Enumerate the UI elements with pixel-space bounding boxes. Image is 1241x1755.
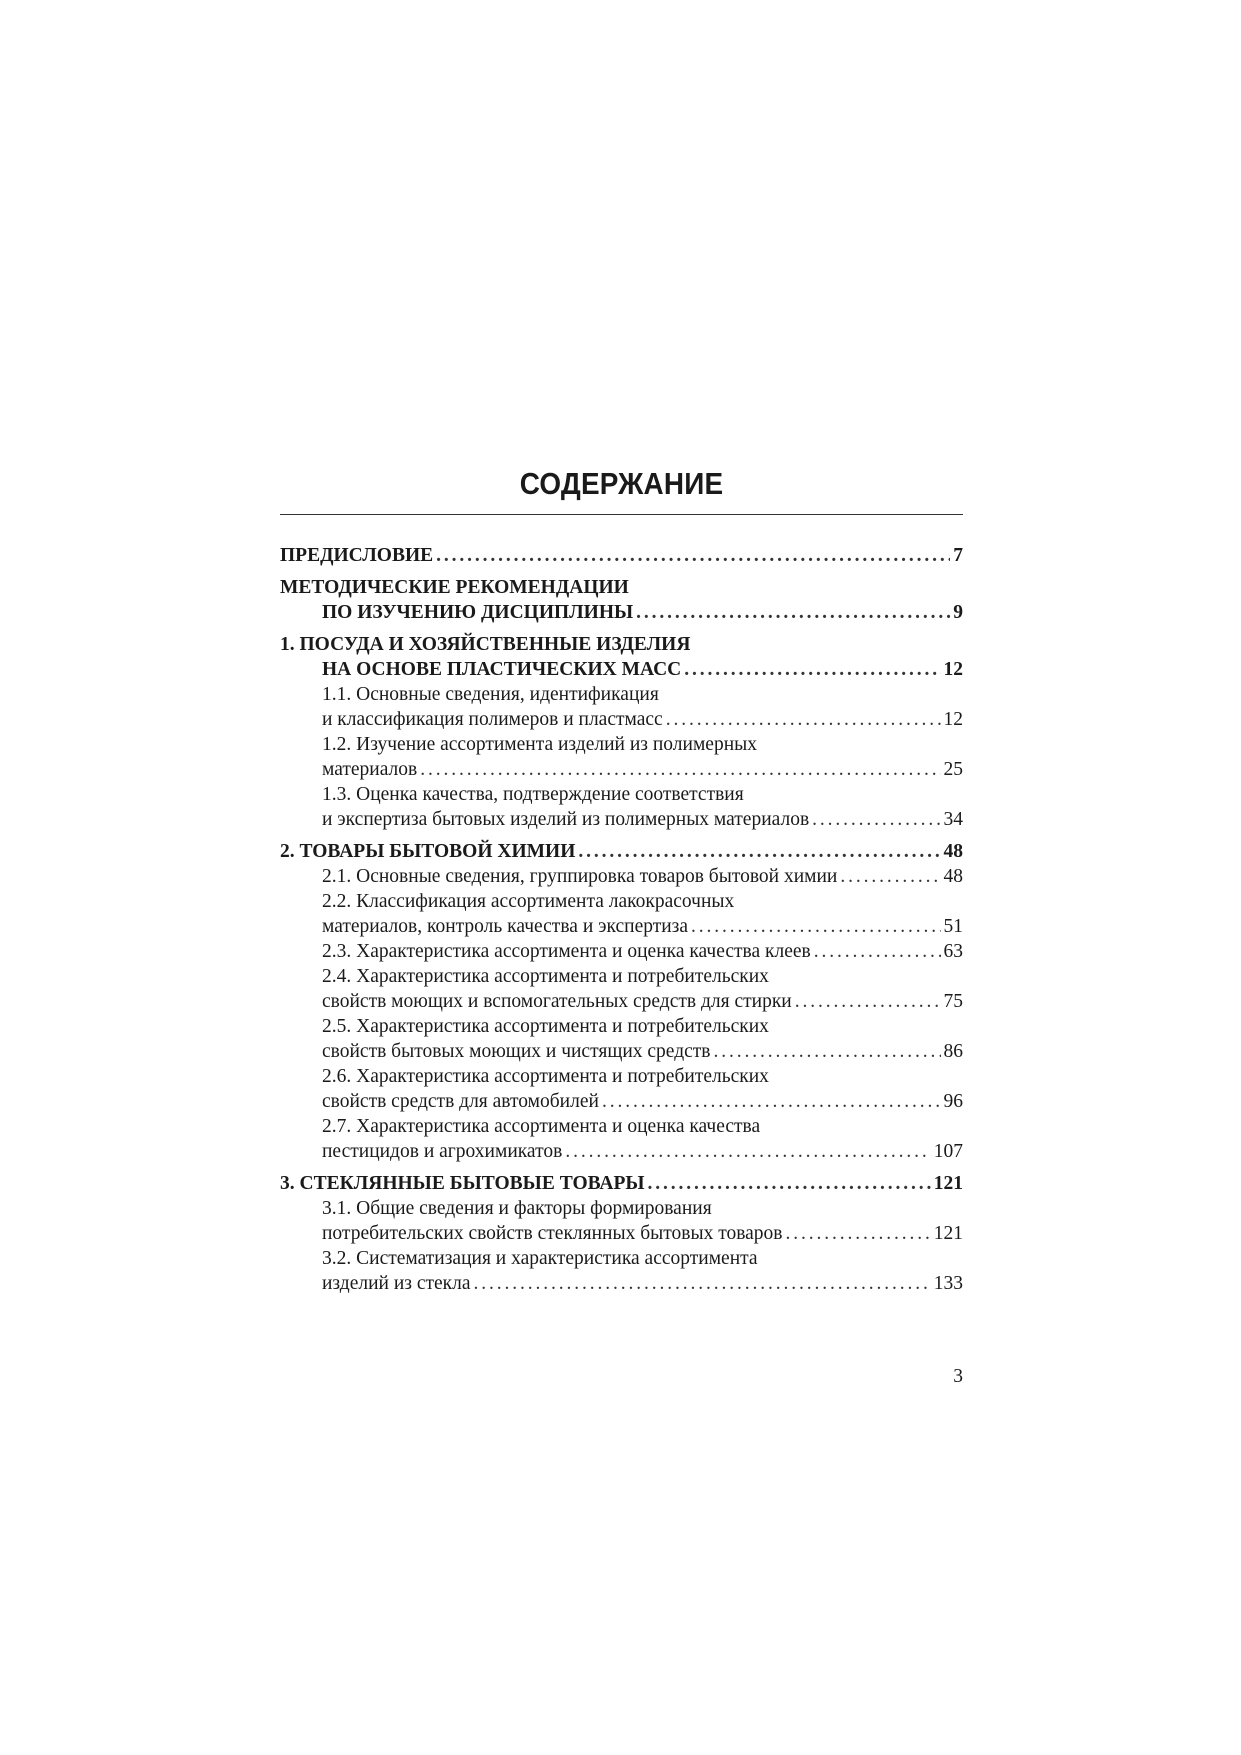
toc-entry-title: материалов, контроль качества и экспертиза bbox=[322, 916, 689, 937]
toc-line bbox=[280, 889, 963, 914]
toc-entry-title: свойств средств для автомобилей bbox=[322, 1091, 599, 1112]
toc-page-number: 48 bbox=[943, 841, 963, 862]
toc-entry-title: и экспертиза бытовых изделий из полимерных материалов bbox=[322, 809, 810, 830]
dot-leader bbox=[812, 807, 940, 832]
toc-line bbox=[280, 682, 963, 707]
dot-leader bbox=[795, 989, 941, 1014]
dot-leader bbox=[691, 914, 940, 939]
toc-page-number: 63 bbox=[943, 941, 963, 962]
dot-leader bbox=[684, 657, 940, 682]
dot-leader bbox=[578, 839, 940, 864]
toc-section bbox=[280, 543, 963, 568]
toc-entry-title: 2.6. Характеристика ассортимента и потребительских bbox=[322, 1066, 769, 1087]
toc-entry-title: пестицидов и агрохимикатов bbox=[322, 1141, 563, 1162]
toc-line bbox=[280, 1114, 963, 1139]
toc-entry-title: 2.4. Характеристика ассортимента и потребительских bbox=[322, 966, 769, 987]
toc-section bbox=[280, 632, 963, 832]
dot-leader bbox=[714, 1039, 941, 1064]
toc-subentry[interactable] bbox=[280, 782, 963, 832]
toc-entry-title: свойств моющих и вспомогательных средств для стирки bbox=[322, 991, 792, 1012]
title-divider bbox=[280, 514, 963, 515]
toc-entry[interactable] bbox=[280, 575, 963, 625]
toc-subentry[interactable] bbox=[280, 1246, 963, 1296]
toc-entry-title: 1.3. Оценка качества, подтверждение соответствия bbox=[322, 784, 744, 805]
toc-page-number: 133 bbox=[933, 1273, 963, 1294]
toc-subentry[interactable] bbox=[280, 964, 963, 1014]
toc-line bbox=[280, 1039, 963, 1064]
toc-entry[interactable] bbox=[280, 543, 963, 568]
toc-entry-title: ПРЕДИСЛОВИЕ bbox=[280, 545, 434, 566]
dot-leader bbox=[666, 707, 941, 732]
page-number: 3 bbox=[953, 1366, 963, 1387]
toc-line bbox=[280, 757, 963, 782]
toc-subentry[interactable] bbox=[280, 889, 963, 939]
toc-page-number: 121 bbox=[933, 1173, 963, 1194]
toc-page-number: 34 bbox=[943, 809, 963, 830]
toc-line bbox=[280, 632, 963, 657]
toc-entry-title: 2.3. Характеристика ассортимента и оценка качества клеев bbox=[322, 941, 811, 962]
toc-entry-title: 2.1. Основные сведения, группировка товаров бытовой химии bbox=[322, 866, 838, 887]
toc-page-number: 7 bbox=[953, 545, 963, 566]
dot-leader bbox=[436, 543, 950, 568]
toc-subentry[interactable] bbox=[280, 1064, 963, 1114]
toc-entry-title: изделий из стекла bbox=[322, 1273, 471, 1294]
toc-entry-title: 2.2. Классификация ассортимента лакокрасочных bbox=[322, 891, 735, 912]
dot-leader bbox=[636, 600, 950, 625]
toc-subentry[interactable] bbox=[280, 939, 963, 964]
toc-entry-title: ПО ИЗУЧЕНИЮ ДИСЦИПЛИНЫ bbox=[322, 602, 634, 623]
toc-entry-title: 1.1. Основные сведения, идентификация bbox=[322, 684, 659, 705]
toc-line bbox=[280, 1139, 963, 1164]
toc-subentry[interactable] bbox=[280, 682, 963, 732]
toc-entry-title: материалов bbox=[322, 759, 418, 780]
toc-line bbox=[280, 864, 963, 889]
toc-line bbox=[280, 989, 963, 1014]
toc-line bbox=[280, 732, 963, 757]
toc-subentry[interactable] bbox=[280, 1196, 963, 1246]
toc-page-number: 75 bbox=[943, 991, 963, 1012]
toc-subentry[interactable] bbox=[280, 1014, 963, 1064]
toc-page-number: 107 bbox=[933, 1141, 963, 1162]
toc-entry-title: 3.1. Общие сведения и факторы формирования bbox=[322, 1198, 712, 1219]
dot-leader bbox=[565, 1139, 930, 1164]
toc-line bbox=[280, 1221, 963, 1246]
toc-section bbox=[280, 575, 963, 625]
toc-entry[interactable] bbox=[280, 632, 963, 682]
toc-line bbox=[280, 657, 963, 682]
dot-leader bbox=[814, 939, 941, 964]
toc-entry-title: потребительских свойств стеклянных бытовых товаров bbox=[322, 1223, 783, 1244]
toc-entry-title: свойств бытовых моющих и чистящих средств bbox=[322, 1041, 711, 1062]
toc-line bbox=[280, 1246, 963, 1271]
dot-leader bbox=[474, 1271, 931, 1296]
toc-entry[interactable] bbox=[280, 839, 963, 864]
toc-page-number: 121 bbox=[933, 1223, 963, 1244]
toc-line bbox=[280, 839, 963, 864]
toc-entry-title: 1. ПОСУДА И ХОЗЯЙСТВЕННЫЕ ИЗДЕЛИЯ bbox=[280, 634, 691, 655]
dot-leader bbox=[602, 1089, 941, 1114]
toc-line bbox=[280, 575, 963, 600]
toc-subentry[interactable] bbox=[280, 732, 963, 782]
toc-line bbox=[280, 939, 963, 964]
toc-page-number: 86 bbox=[943, 1041, 963, 1062]
toc-line bbox=[280, 914, 963, 939]
toc-page-number: 9 bbox=[953, 602, 963, 623]
toc-entry-title: МЕТОДИЧЕСКИЕ РЕКОМЕНДАЦИИ bbox=[280, 577, 629, 598]
toc-page-number: 12 bbox=[943, 709, 963, 730]
dot-leader bbox=[786, 1221, 931, 1246]
toc-entry-title: 2.5. Характеристика ассортимента и потребительских bbox=[322, 1016, 769, 1037]
toc-page-number: 48 bbox=[943, 866, 963, 887]
toc-line bbox=[280, 600, 963, 625]
dot-leader bbox=[648, 1171, 931, 1196]
toc-line bbox=[280, 807, 963, 832]
toc-line bbox=[280, 1089, 963, 1114]
dot-leader bbox=[840, 864, 940, 889]
toc-page-number: 25 bbox=[943, 759, 963, 780]
toc-entry-title: НА ОСНОВЕ ПЛАСТИЧЕСКИХ МАСС bbox=[322, 659, 682, 680]
toc-entry-title: 3.2. Систематизация и характеристика ассортимента bbox=[322, 1248, 758, 1269]
toc-line bbox=[280, 543, 963, 568]
toc-line bbox=[280, 1014, 963, 1039]
toc-entry[interactable] bbox=[280, 1171, 963, 1196]
page-title: СОДЕРЖАНИЕ bbox=[519, 466, 724, 501]
toc-line bbox=[280, 1196, 963, 1221]
toc-entry-title: и классификация полимеров и пластмасс bbox=[322, 709, 663, 730]
toc-line bbox=[280, 707, 963, 732]
toc-line bbox=[280, 782, 963, 807]
toc-line bbox=[280, 1171, 963, 1196]
toc-page-number: 51 bbox=[943, 916, 963, 937]
toc-subentry[interactable] bbox=[280, 1114, 963, 1164]
toc-entry-title: 3. СТЕКЛЯННЫЕ БЫТОВЫЕ ТОВАРЫ bbox=[280, 1173, 645, 1194]
toc-line bbox=[280, 1271, 963, 1296]
toc-entry-title: 2. ТОВАРЫ БЫТОВОЙ ХИМИИ bbox=[280, 841, 576, 862]
toc-entry-title: 1.2. Изучение ассортимента изделий из полимерных bbox=[322, 734, 757, 755]
toc-line bbox=[280, 1064, 963, 1089]
toc-section bbox=[280, 839, 963, 1164]
toc-section bbox=[280, 1171, 963, 1296]
toc-subentry[interactable] bbox=[280, 864, 963, 889]
toc-page-number: 12 bbox=[943, 659, 963, 680]
toc-entry-title: 2.7. Характеристика ассортимента и оценка качества bbox=[322, 1116, 761, 1137]
toc-line bbox=[280, 964, 963, 989]
dot-leader bbox=[420, 757, 940, 782]
toc-page-number: 96 bbox=[943, 1091, 963, 1112]
table-of-contents bbox=[280, 543, 963, 1303]
